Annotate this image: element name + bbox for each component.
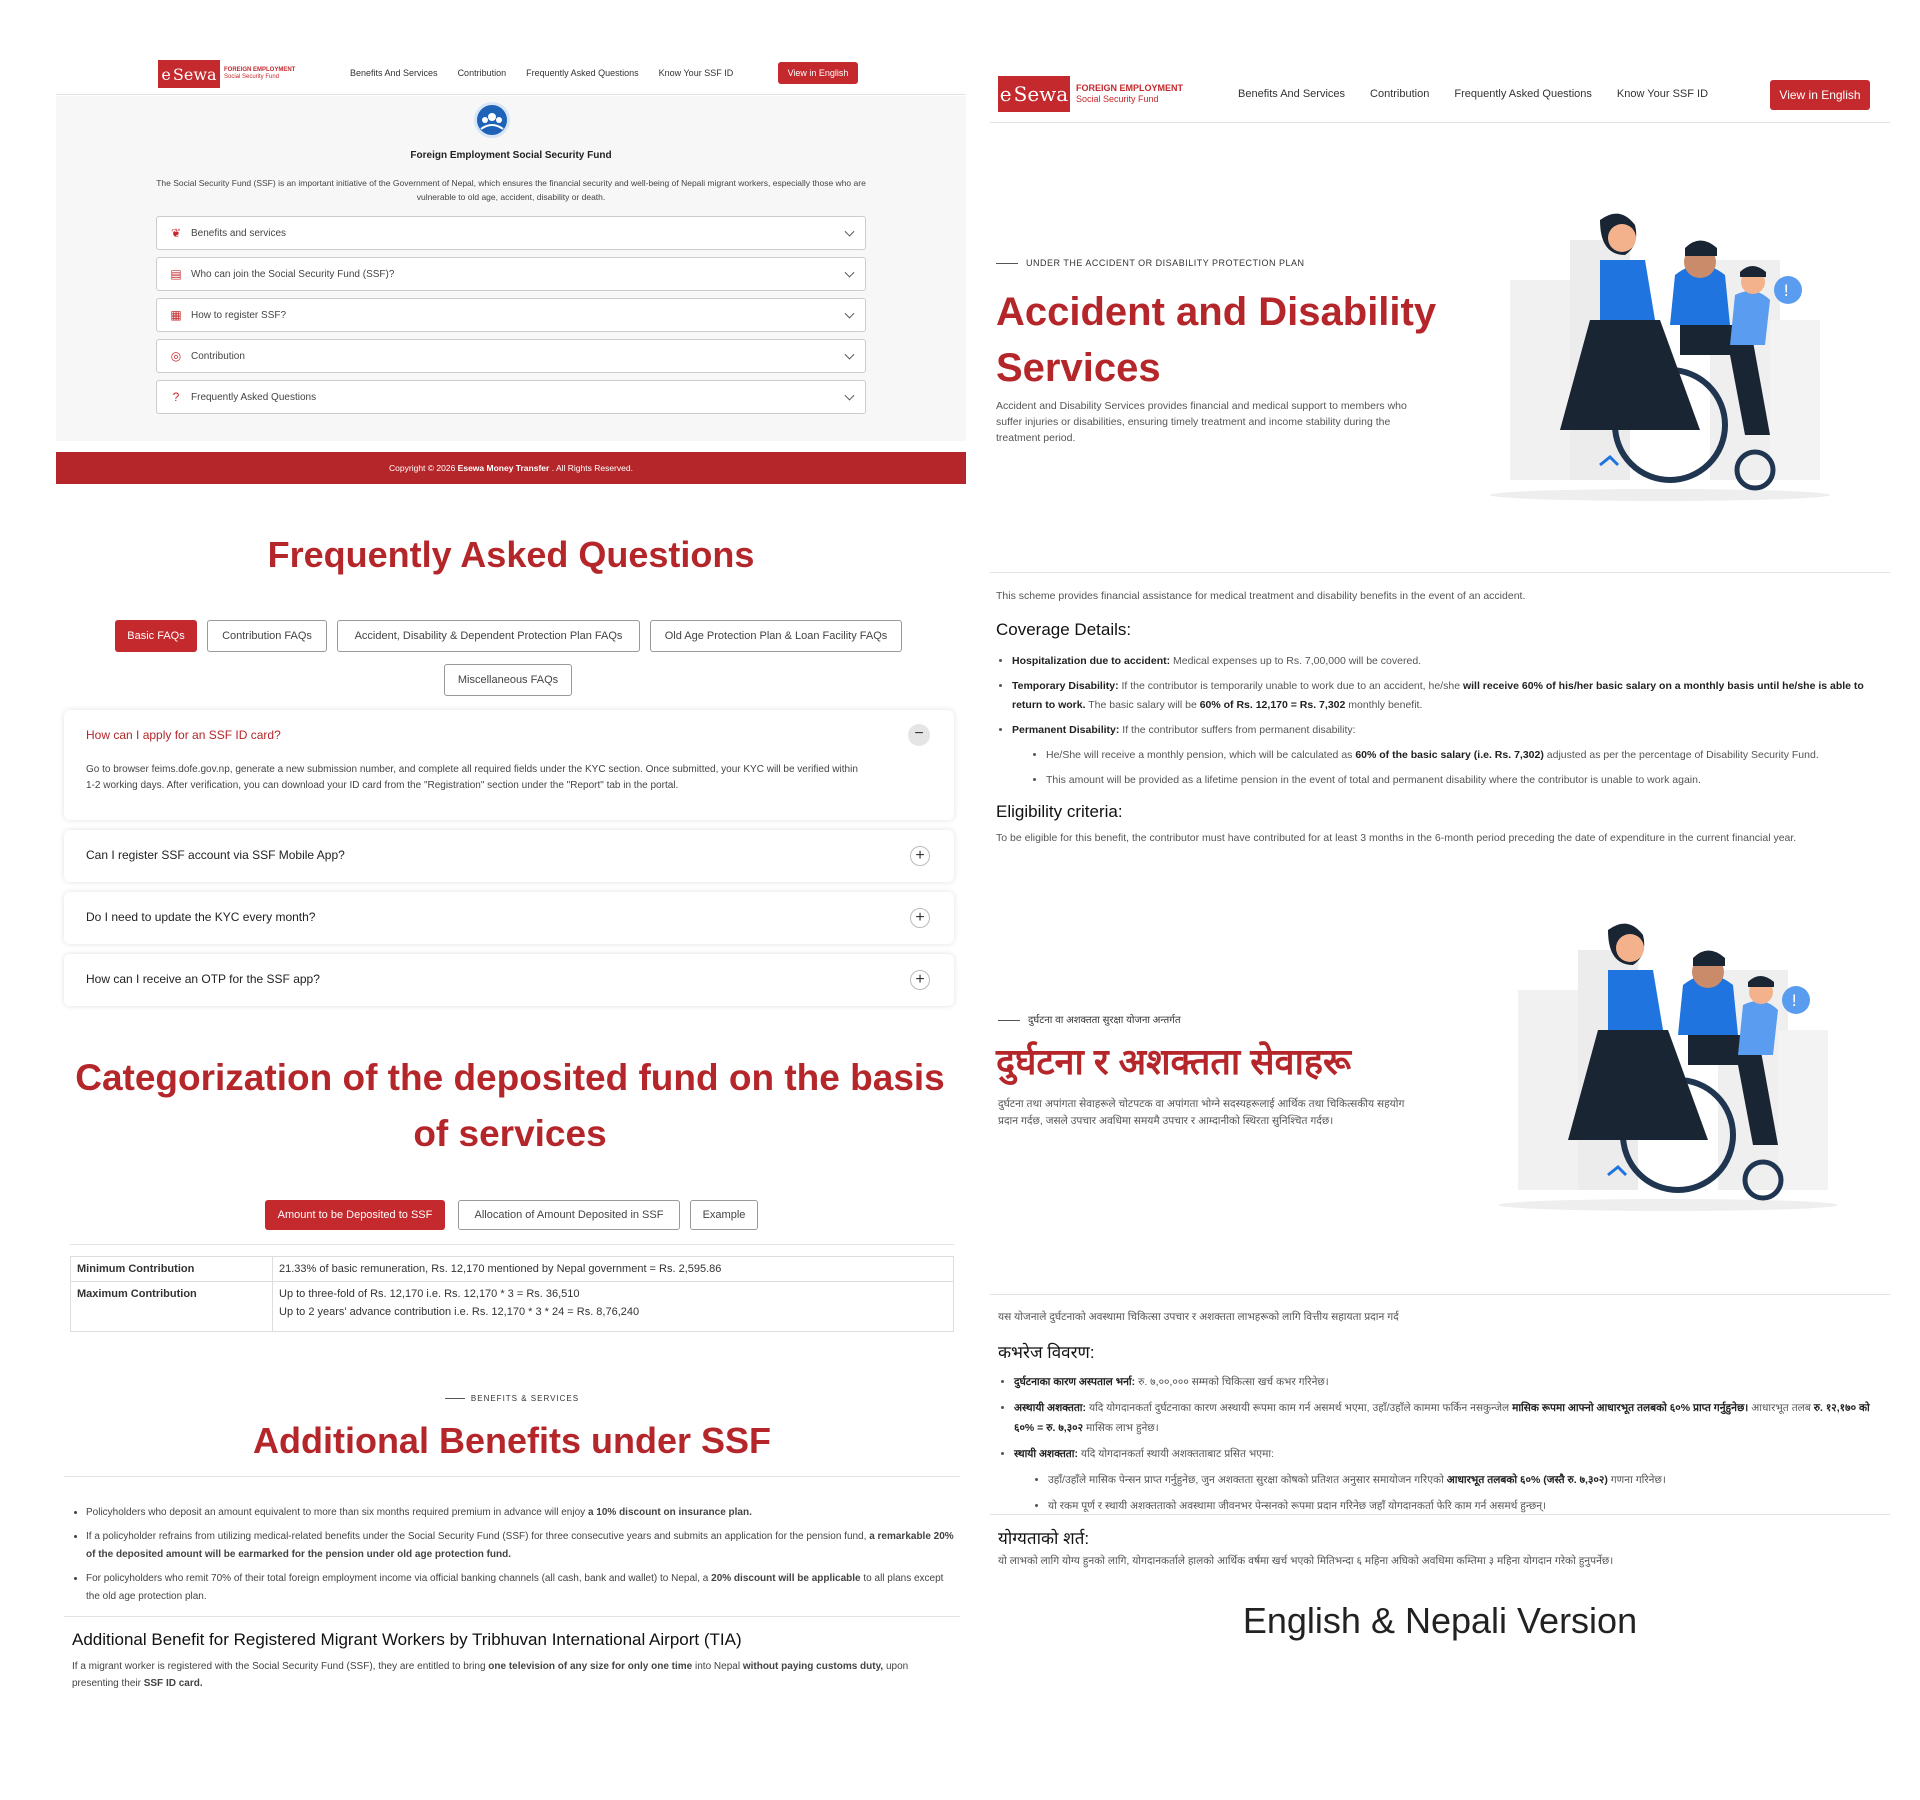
chevron-down-icon	[845, 227, 855, 237]
faq-item[interactable]: Can I register SSF account via SSF Mobile App? +	[64, 830, 954, 882]
coverage-title: Coverage Details:	[996, 620, 1132, 639]
nav-benefits[interactable]: Benefits And Services	[1238, 88, 1346, 100]
accordion-contribution[interactable]: ◎ Contribution	[156, 339, 866, 373]
list-item: • For policyholders who remit 70% of their total foreign employment income via official banking channels (all cash, bank and wallet) to Nepal, a 20% discount will be applicable to all plans except the old age protection plan.	[86, 1570, 955, 1606]
nav-contribution[interactable]: Contribution	[1370, 88, 1430, 100]
benefits-eyebrow: BENEFITS & SERVICES	[70, 1394, 954, 1403]
chevron-down-icon	[845, 309, 855, 319]
wheelchair-illustration	[1470, 200, 1850, 510]
brand-logo[interactable]	[998, 76, 1183, 112]
svg-text:!: !	[1783, 281, 1790, 300]
divider	[64, 1616, 960, 1617]
list-item: • Hospitalization due to accident: Medical expenses up to Rs. 7,00,000 will be covered.	[1012, 652, 1876, 671]
benefits-list	[70, 1504, 955, 1612]
expand-icon[interactable]: +	[910, 970, 930, 990]
list-item: • He/She will receive a monthly pension, which will be calculated as 60% of the basic salary (i.e. Rs. 7,302) adjusted as per the percentage of Disability Security Fund.	[1046, 746, 1876, 765]
nav-faq[interactable]: Frequently Asked Questions	[1454, 88, 1592, 100]
divider	[990, 1514, 1890, 1515]
accordion-how-to-register[interactable]: ▦ How to register SSF?	[156, 298, 866, 332]
benefits-title: Additional Benefits under SSF	[252, 1420, 772, 1461]
accordion-who-can-join[interactable]: ▤ Who can join the Social Security Fund (SSF)?	[156, 257, 866, 291]
list-item: • Policyholders who deposit an amount equivalent to more than six months required premium in advance will enjoy a 10% discount on insurance plan.	[86, 1504, 955, 1522]
list-item: • This amount will be provided as a lifetime pension in the event of total and permanent disability where the contributor is unable to work again.	[1046, 771, 1876, 790]
footer-bar: Copyright © 2026 Esewa Money Transfer . All Rights Reserved.	[56, 452, 966, 484]
faq-item[interactable]: Do I need to update the KYC every month? +	[64, 892, 954, 944]
top-nav	[1238, 88, 1708, 100]
faq-item-open[interactable]	[64, 710, 954, 820]
accident-eyebrow: UNDER THE ACCIDENT OR DISABILITY PROTECTION PLAN	[996, 258, 1305, 268]
expand-icon[interactable]: +	[910, 908, 930, 928]
id-card-icon: ▤	[170, 267, 182, 281]
list-item: • यो रकम पूर्ण र स्थायी अशक्तताको अवस्थामा जीवनभर पेन्सनको रूपमा प्रदान गरिनेछ जहाँ योगदानकर्ता फेरि काम गर्न असमर्थ हुन्छन्।	[1048, 1496, 1878, 1516]
accident-title: Accident and Disability Services	[996, 290, 1437, 390]
brand-logo[interactable]	[158, 60, 295, 88]
intro-title: Foreign Employment Social Security Fund	[410, 150, 612, 161]
divider	[990, 1294, 1890, 1295]
eligibility-text: To be eligible for this benefit, the contributor must have contributed for at least 3 months in the 6-month period preceding the date of expenditure in the current financial year.	[996, 832, 1797, 844]
np-scheme-text: यस योजनाले दुर्घटनाको अवस्थामा चिकित्सा उपचार र अशक्तता लाभहरूको लागि वित्तीय सहायता प्रदान गर्द	[998, 1311, 1399, 1323]
nav-contribution[interactable]: Contribution	[457, 68, 507, 78]
divider	[70, 1244, 954, 1245]
list-item: • दुर्घटनाका कारण अस्पताल भर्ना: रु. ७,००,००० सम्मको चिकित्सा खर्च कभर गरिनेछ।	[1014, 1372, 1878, 1392]
list-item: • अस्थायी अशक्तता: यदि योगदानकर्ता दुर्घटनाका कारण अस्थायी रूपमा काम गर्न असमर्थ भएमा, उहाँ/उहाँले काममा फर्किन नसकुन्जेल मासिक रूपमा आफ्नो आधारभूत तलबको ६०% प्राप्त गर्नुहुनेछ। आधारभूत तलब रु. १२,१७० को ६०% = रु. ७,३०२ मासिक लाभ हुनेछ।	[1014, 1398, 1878, 1438]
question-chat-icon: ?	[172, 390, 180, 404]
eligibility-title: Eligibility criteria:	[996, 802, 1123, 821]
faq-question: How can I apply for an SSF ID card?	[86, 728, 281, 742]
intro-section	[56, 96, 966, 441]
tab-example[interactable]: Example	[690, 1200, 758, 1230]
esewa-logo-mark: e Sewa	[998, 76, 1070, 112]
divider	[990, 572, 1890, 573]
chevron-down-icon	[845, 350, 855, 360]
tab-allocation[interactable]: Allocation of Amount Deposited in SSF	[458, 1200, 680, 1230]
ssf-emblem-icon	[474, 102, 510, 138]
accident-description: Accident and Disability Services provides financial and medical support to members who suffer injuries or disabilities, ensuring timely treatment and income stability during the treatment period.	[996, 400, 1407, 444]
np-accident-title: दुर्घटना र अशक्तता सेवाहरू	[996, 1041, 1351, 1082]
np-coverage-title: कभरेज विवरण:	[998, 1343, 1095, 1362]
faq-item[interactable]: How can I receive an OTP for the SSF app? +	[64, 954, 954, 1006]
np-accident-description: दुर्घटना तथा अपांगता सेवाहरूले चोटपटक वा अपांगता भोग्ने सदस्यहरूलाई आर्थिक तथा चिकित्सकीय सहयोग प्रदान गर्दछ, जसले उपचार अवधिमा समयमै उपचार र आम्दानीको स्थिरता सुनिश्चित गर्दछ।	[998, 1098, 1405, 1127]
logo-title: FOREIGN EMPLOYMENT Social Security Fund	[1076, 83, 1184, 104]
svg-text:!: !	[1791, 991, 1798, 1010]
list-item: • Permanent Disability: If the contributor suffers from permanent disability: • He/She will receive a monthly pension, which will be calculated as 60% of the basic salary (i.e. Rs. 7,302) adjusted as per the percentage of Disability Security Fund. • This amount will be provided as a lifetime pension in the event of total and permanent disability where the contributor is unable to work again.	[1012, 721, 1876, 790]
list-item: • उहाँ/उहाँले मासिक पेन्सन प्राप्त गर्नुहुनेछ, जुन अशक्तता सुरक्षा कोषको प्रतिशत अनुसार समायोजन गरिएको आधारभूत तलबको ६०% (जस्तै रु. ७,३०२) गणना गरिनेछ।	[1048, 1470, 1878, 1490]
faq-answer: Go to browser feims.dofe.gov.np, generate a new submission number, and complete all required fields under the KYC section. Once submitted, your KYC will be verified within 1-2 working days. After verification, you can download your ID card from the "Registration" section under the "Report" tab in the portal.	[86, 764, 858, 791]
intro-description: The Social Security Fund (SSF) is an important initiative of the Government of Nepal, which ensures the financial security and well-being of Nepali migrant workers, especially those who are vulnerable to old age, accident, disability or death.	[156, 178, 866, 202]
logo-title: FOREIGN EMPLOYMENT Social Security Fund	[224, 66, 296, 80]
nav-faq[interactable]: Frequently Asked Questions	[526, 68, 639, 78]
coins-icon: ◎	[170, 349, 182, 363]
scheme-text: This scheme provides financial assistance for medical treatment and disability benefits in the event of an accident.	[996, 590, 1526, 602]
tab-old-age-faqs[interactable]: Old Age Protection Plan & Loan Facility FAQs	[650, 620, 902, 652]
divider	[64, 1476, 960, 1477]
faq-title: Frequently Asked Questions	[267, 534, 755, 575]
tab-amount-deposited[interactable]: Amount to be Deposited to SSF	[265, 1200, 445, 1230]
list-item: • If a policyholder refrains from utilizing medical-related benefits under the Social Security Fund (SSF) for three consecutive years and submits an application for the pension fund, a remarkable 20% of the deposited amount will be earmarked for the pension under old age protection fund.	[86, 1528, 955, 1564]
view-english-button[interactable]: View in English	[1770, 80, 1870, 110]
tab-contribution-faqs[interactable]: Contribution FAQs	[207, 620, 327, 652]
left-panel	[56, 50, 966, 490]
contribution-table	[70, 1256, 954, 1332]
tia-text: If a migrant worker is registered with the Social Security Fund (SSF), they are entitled to bring one television of any size for only one time into Nepal without paying customs duty, upon presenting their SSF ID card.	[72, 1661, 909, 1689]
table-row: Maximum Contribution Up to three-fold of Rs. 12,170 i.e. Rs. 12,170 * 3 = Rs. 36,510 Up to 2 years' advance contribution i.e. Rs. 12,170 * 3 * 24 = Rs. 8,76,240	[71, 1282, 954, 1332]
header-divider	[56, 94, 966, 95]
register-form-icon: ▦	[170, 308, 182, 322]
accordion-faq[interactable]: ? Frequently Asked Questions	[156, 380, 866, 414]
top-nav	[350, 68, 733, 78]
tab-accident-faqs[interactable]: Accident, Disability & Dependent Protection Plan FAQs	[337, 620, 640, 652]
tab-misc-faqs[interactable]: Miscellaneous FAQs	[444, 664, 572, 696]
wheelchair-illustration	[1478, 910, 1858, 1220]
list-item: • Temporary Disability: If the contributor is temporarily unable to work due to an accident, he/she will receive 60% of his/her basic salary on a monthly basis until he/she is able to return to work. The basic salary will be 60% of Rs. 12,170 = Rs. 7,302 monthly benefit.	[1012, 677, 1876, 715]
hands-heart-icon: ❦	[170, 226, 182, 240]
table-row: Minimum Contribution 21.33% of basic remuneration, Rs. 12,170 mentioned by Nepal government = Rs. 2,595.86	[71, 1257, 954, 1282]
coverage-list	[996, 652, 1876, 796]
esewa-logo-mark: e Sewa	[158, 60, 220, 88]
categorization-title: Categorization of the deposited fund on the basis of services	[75, 1057, 945, 1154]
collapse-icon[interactable]: −	[908, 724, 930, 746]
nav-know-ssf-id[interactable]: Know Your SSF ID	[1616, 88, 1709, 100]
accordion-benefits[interactable]: ❦ Benefits and services	[156, 216, 866, 250]
header-divider	[990, 122, 1890, 123]
expand-icon[interactable]: +	[910, 846, 930, 866]
np-eligibility-text: यो लाभको लागि योग्य हुनको लागि, योगदानकर्ताले हालको आर्थिक वर्षमा खर्च भएको मितिभन्दा ६ महिना अघिको अवधिमा कम्तिमा ३ महिना योगदान गरेको हुनुपर्नेछ।	[998, 1555, 1614, 1567]
nav-benefits[interactable]: Benefits And Services	[350, 68, 438, 78]
np-coverage-list	[998, 1372, 1878, 1522]
tia-title: Additional Benefit for Registered Migrant Workers by Tribhuvan International Airport (TIA)	[72, 1630, 742, 1649]
list-item: • स्थायी अशक्तता: यदि योगदानकर्ता स्थायी अशक्तताबाट प्रसित भएमा: • उहाँ/उहाँले मासिक पेन्सन प्राप्त गर्नुहुनेछ, जुन अशक्तता सुरक्षा कोषको प्रतिशत अनुसार समायोजन गरिएको आधारभूत तलबको ६०% (जस्तै रु. ७,३०२) गणना गरिनेछ। • यो रकम पूर्ण र स्थायी अशक्तताको अवस्थामा जीवनभर पेन्सनको रूपमा प्रदान गरिनेछ जहाँ योगदानकर्ता फेरि काम गर्न असमर्थ हुन्छन्।	[1014, 1444, 1878, 1516]
np-eligibility-title: योग्यताको शर्त:	[998, 1529, 1090, 1548]
np-accident-eyebrow: दुर्घटना वा अशक्तता सुरक्षा योजना अन्तर्गत	[998, 1012, 1181, 1026]
chevron-down-icon	[845, 391, 855, 401]
nav-know-ssf-id[interactable]: Know Your SSF ID	[658, 68, 734, 78]
chevron-down-icon	[845, 268, 855, 278]
view-english-button[interactable]: View in English	[778, 62, 858, 84]
tab-basic-faqs[interactable]: Basic FAQs	[115, 620, 197, 652]
version-caption: English & Nepali Version	[1242, 1600, 1638, 1641]
